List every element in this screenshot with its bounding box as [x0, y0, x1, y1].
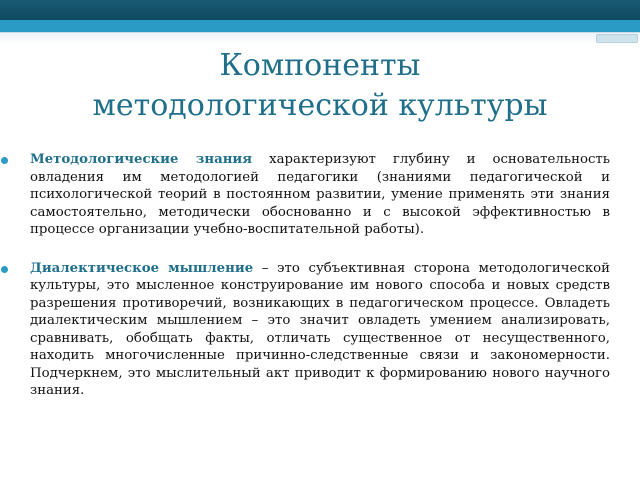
term-methodological-knowledge: Методологические знания	[30, 152, 253, 167]
header-band-accent	[0, 20, 640, 32]
paragraph-text: – это субъективная сторона методологической культуры, это мысленное конструирование им нового способа и новых средств разрешения противоречий, возникающих в педагогическом процессе. Овладеть диалектическим мышлением – это значит овладеть умением анализировать, сравнивать, обобщать факты, отличать существенное от несущественного, находить многочисленные причинно-следственные связи и закономерности. Подчеркнем, это мыслительный акт приводит к формированию нового научного знания.	[30, 260, 610, 398]
header-band-light	[0, 32, 640, 45]
bullet-paragraph	[30, 260, 610, 400]
bullet-icon	[1, 266, 8, 273]
slide-body	[30, 151, 610, 400]
slide-title-line1: Компоненты	[219, 48, 421, 83]
slide-title	[0, 46, 640, 126]
bullet-paragraph	[30, 151, 610, 239]
header-band-dark	[0, 0, 640, 20]
paragraph-text: характеризуют глубину и основательность овладения им методологией педагогики (знаниями педагогической и психологической теорий в постоянном развитии, умение применять эти знания самостоятельно, методически обоснованно и с высокой эффективностью в процессе организации учебно-воспитательной работы).	[30, 152, 610, 237]
header-decor-tab	[596, 34, 638, 43]
term-dialectical-thinking: Диалектическое мышление	[30, 260, 254, 276]
bullet-icon	[1, 157, 8, 164]
slide-title-line2: методологической культуры	[92, 88, 548, 123]
